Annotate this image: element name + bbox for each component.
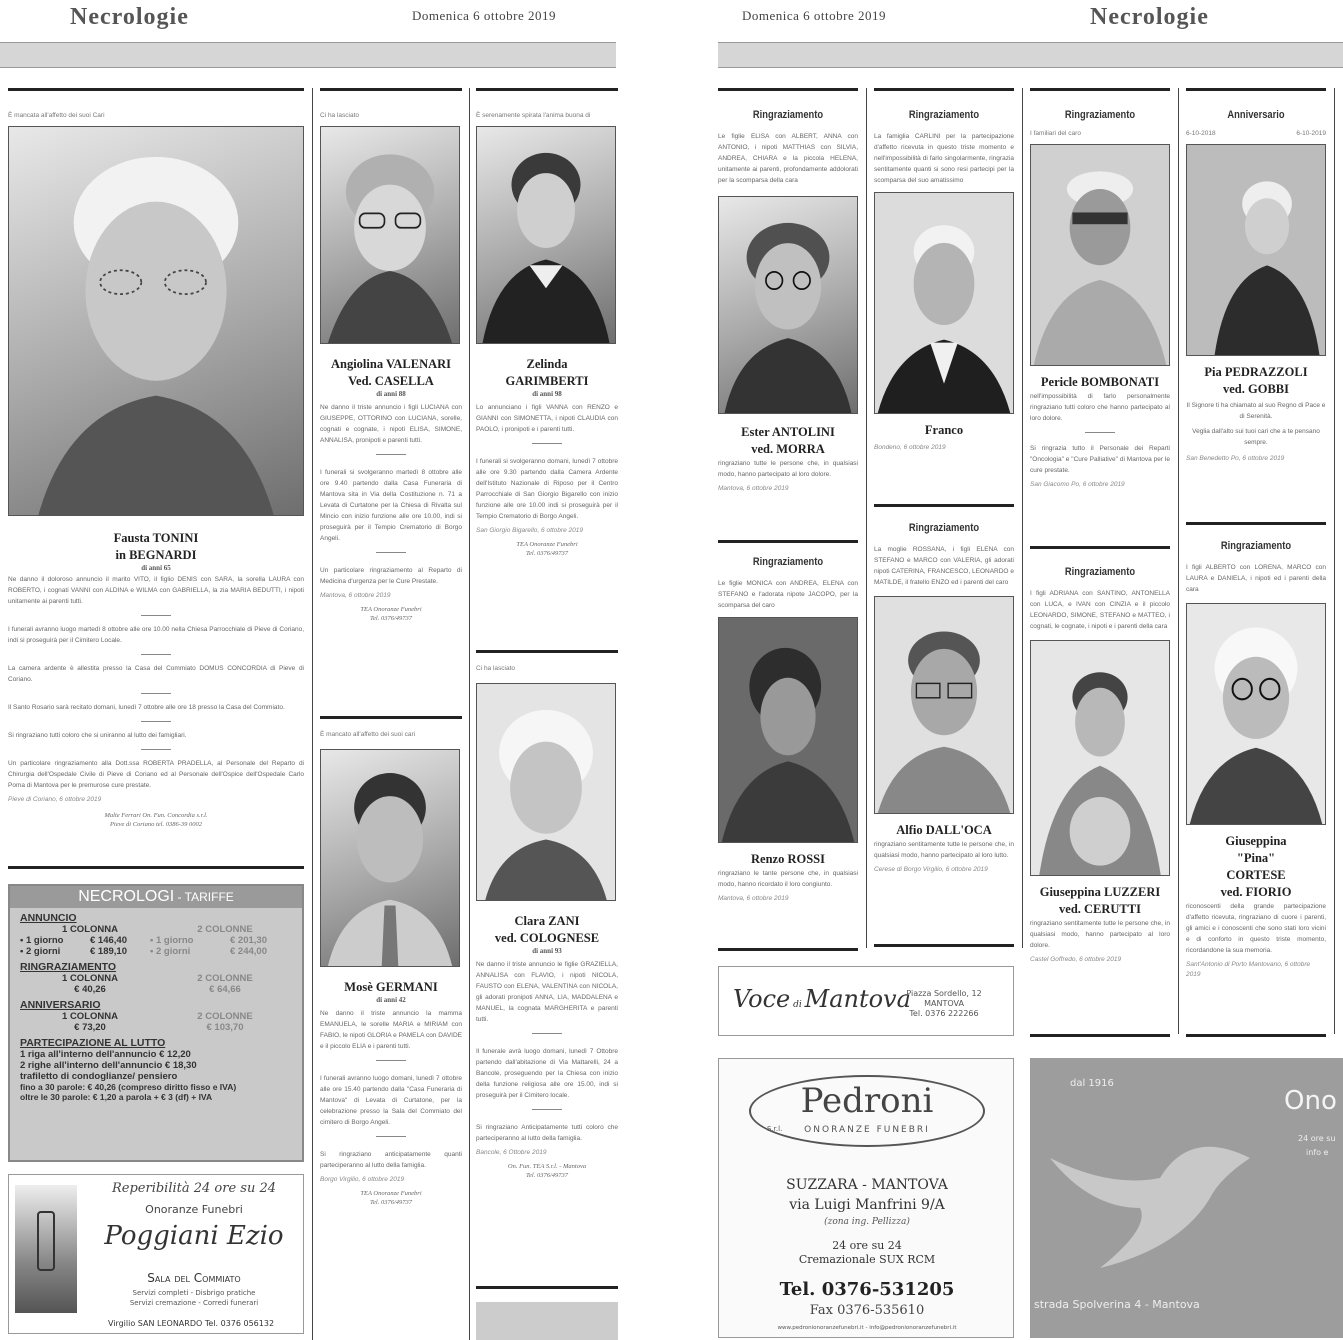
separator	[532, 443, 562, 444]
portrait-photo	[1030, 144, 1170, 366]
notice-text: Ne danno il triste annuncio i figli LUCIANA con GIUSEPPE, OTTORINO con LUCIANA, sorelle, cognati e cognate, i nipoti ELISA, SIMONE, ANNALISA, pronipoti e parenti tutti.	[320, 404, 462, 444]
rule	[320, 88, 462, 91]
pedroni-subtitle: ONORANZE FUNEBRI	[804, 1125, 930, 1135]
notice-heading: Ringraziamento	[908, 522, 980, 534]
notice-text: Si ringraziano Anticipatamente tutti coloro che parteciperanno al lutto della famiglia.	[476, 1124, 618, 1142]
deceased-first-name: Giuseppina	[1225, 834, 1287, 848]
notice-intro: Ci ha lasciato	[476, 665, 516, 672]
notice-tonini	[8, 88, 304, 829]
rule	[476, 88, 618, 91]
notice-text: nell'impossibilità di farlo personalmente ringraziano tutti coloro che hanno partecipato al loro dolore.	[1030, 393, 1170, 422]
rule	[1186, 1034, 1326, 1037]
separator	[141, 615, 171, 616]
agency-name: TEA Onoranze Funebri	[360, 606, 422, 613]
pedroni-hours: 24 ore su 24	[832, 1239, 902, 1252]
notice-zani	[476, 664, 618, 1180]
deceased-name: Pericle BOMBONATI	[1040, 375, 1160, 389]
ad-voce-di-mantova	[718, 966, 1014, 1036]
notice-place-date: Bancole, 6 Ottobre 2019	[476, 1149, 547, 1156]
deceased-name: Giuseppina LUZZERI	[1039, 885, 1161, 899]
notice-text: Il Signore ti ha chiamato al suo Regno di Pace e di Serenità.	[1186, 402, 1326, 420]
notice-germani	[320, 730, 462, 1207]
address-line: Tel. 0376 222266	[909, 1009, 979, 1018]
separator	[532, 1109, 562, 1110]
notice-place-date: San Benedetto Po, 6 ottobre 2019	[1186, 455, 1285, 462]
agency-phone: Pieve di Coriano tel. 0386-39 0002	[109, 821, 203, 828]
notice-intro: La famiglia CARLINI per la partecipazione d'affetto ricevuta in questo triste momento e nell'impossibilità di farlo singolarmente, ringrazia sentitamente quanti si sono resi partecipi per la scomparsa del suo amatissimo	[874, 133, 1014, 184]
tariffe-section-anniversario: ANNIVERSARIO	[20, 999, 101, 1011]
right-dateline: Domenica 6 ottobre 2019	[742, 8, 886, 23]
left-dateline: Domenica 6 ottobre 2019	[412, 8, 556, 23]
notice-text: I funerali avranno luogo martedì 8 ottobre alle ore 10.00 nella Chiesa Parrocchiale di Pieve di Coriano, indi si proseguirà per il Cimitero Locale.	[8, 626, 304, 644]
notice-text: ringraziano sentitamente tutte le persone che, in qualsiasi modo, hanno partecipato al loro dolore.	[1030, 920, 1170, 949]
rate-label: • 2 giorni	[150, 946, 191, 957]
rule	[1186, 522, 1326, 525]
pedroni-web: www.pedronionoranzefunebri.it - info@pedronionoranzefunebri.it	[777, 1325, 957, 1331]
separator	[141, 749, 171, 750]
rule	[874, 944, 1014, 947]
pedroni-city: SUZZARA - MANTOVA	[786, 1177, 948, 1193]
deceased-married-name: ved. FIORIO	[1220, 885, 1292, 899]
notice-place-date: San Giacomo Po, 6 ottobre 2019	[1030, 481, 1125, 488]
notice-intro: Le figlie ELISA con ALBERT, ANNA con ANTONIO, i nipoti MATTHIAS con SILVIA, ANDREA, CHIARA e la piccola HELENA, unitamente ai parenti, profondamente addolorati per la scomparsa della cara	[718, 133, 858, 184]
column-divider	[312, 88, 313, 1340]
deceased-age: di anni 42	[376, 996, 406, 1004]
agency-phone: Tel. 0376/49737	[525, 1172, 568, 1179]
deceased-first-name: Zelinda	[526, 357, 568, 371]
notice-intro: I figli ADRIANA con SANTINO, ANTONELLA con LUCA, e IVAN con CINZIA e il piccolo LEONARDO, SIMONE, STEFANO e MATTEO, i cognati, le cognate, i nipoti e i parenti della cara	[1030, 590, 1170, 630]
ad-line: Servizi completi - Disbrigo pratiche	[132, 1289, 256, 1297]
separator	[376, 1060, 406, 1061]
tariffe-title: NECROLOGI - TARIFFE	[10, 886, 302, 908]
notice-place-date: Cerese di Borgo Virgilio, 6 ottobre 2019	[874, 866, 988, 873]
voce-address	[879, 989, 1009, 1019]
pedroni-address-note: (zona ing. Pellizza)	[824, 1217, 910, 1227]
deceased-name: Mosè GERMANI	[344, 980, 438, 994]
rule	[718, 948, 858, 951]
rate-value: € 103,70	[206, 1022, 244, 1033]
deceased-last-name: CORTESE	[1226, 868, 1286, 882]
date-right: 6-10-2019	[1296, 130, 1326, 137]
portrait-photo	[874, 596, 1014, 814]
pedroni-phone: Tel. 0376-531205	[779, 1279, 955, 1300]
portrait-photo	[874, 192, 1014, 414]
notice-valenari	[320, 88, 462, 623]
notice-cortese	[1186, 540, 1326, 980]
pedroni-fax: Fax 0376-535610	[809, 1303, 925, 1318]
agency-name: TEA Onoranze Funebri	[516, 541, 578, 548]
portrait-photo	[320, 749, 460, 967]
separator	[141, 721, 171, 722]
left-header-band	[0, 42, 616, 68]
deceased-married-name: Ved. CASELLA	[348, 374, 434, 388]
deceased-age: di anni 98	[532, 390, 562, 398]
voce-logo: Voce di Mantova	[733, 985, 911, 1013]
notice-place-date: Sant'Antonio di Porto Mantovano, 6 ottobre 2019	[1186, 961, 1311, 978]
notice-place-date: Pieve di Coriano, 6 ottobre 2019	[8, 796, 102, 803]
ad-onoranze	[1030, 1058, 1343, 1338]
rate-value: € 73,20	[74, 1022, 106, 1033]
rule	[718, 88, 858, 91]
right-masthead: Necrologie	[1090, 4, 1209, 30]
tariffe-section-partecipazione: PARTECIPAZIONE AL LUTTO	[20, 1037, 166, 1049]
date-left: 6-10-2018	[1186, 130, 1216, 137]
deceased-age: di anni 65	[141, 564, 171, 572]
agency-phone: Tel. 0376/49737	[525, 550, 568, 557]
portrait-photo	[476, 683, 616, 901]
deceased-name: Franco	[924, 423, 964, 437]
address-line: Piazza Sordello, 12	[906, 989, 982, 998]
rule	[874, 88, 1014, 91]
rule	[476, 1286, 618, 1289]
notice-text: ringraziano le tante persone che, in qualsiasi modo, hanno ricordato il loro congiunto.	[718, 870, 858, 888]
deceased-name: Fausta TONINI	[113, 531, 199, 545]
rate-value: € 244,00	[230, 946, 267, 957]
ad-pedroni	[718, 1058, 1014, 1338]
column-divider	[1022, 88, 1023, 948]
rate-line: 2 righe all'interno dell'annuncio € 18,30	[20, 1060, 197, 1071]
notice-place-date: San Giorgio Bigarello, 6 ottobre 2019	[476, 527, 583, 534]
notice-place-date: Bondeno, 6 ottobre 2019	[874, 444, 946, 451]
tariffe-section-ringraziamento: RINGRAZIAMENTO	[20, 961, 117, 973]
separator	[141, 693, 171, 694]
deceased-married-name: ved. COLOGNESE	[494, 931, 600, 945]
ad-line: Onoranze Funebri	[145, 1203, 243, 1216]
rate-line: oltre le 30 parole: € 1,20 a parola + € 3 (df) + IVA	[20, 1092, 213, 1102]
notice-intro: La moglie ROSSANA, i figli ELENA con STEFANO e MARCO con VALERIA, gli adorati nipoti CATERINA, FRANCESCO, LEONARDO e MATILDE, il fratello ENZO ed i parenti del caro	[874, 546, 1014, 586]
notice-intro: Le figlie MONICA con ANDREA, ELENA con STEFANO e l'adorata nipote JACOPO, per la scomparsa del caro	[718, 580, 858, 609]
col-label: 2 COLONNE	[197, 1011, 253, 1022]
notice-pedrazzoli	[1186, 88, 1326, 464]
rate-value: € 146,40	[90, 935, 127, 946]
column-divider	[469, 88, 470, 1340]
notice-text: Si ringrazia tutto il Personale dei Reparti "Oncologia" e "Cure Palliative" di Mantova per le cure prestate.	[1030, 445, 1170, 474]
separator	[376, 1136, 406, 1137]
deceased-married-name: ved. MORRA	[751, 442, 825, 456]
deceased-married-name: in BEGNARDI	[115, 548, 197, 562]
notice-text: Si ringraziano anticipatamente quanti parteciperanno al lutto della famiglia.	[320, 1151, 462, 1169]
portrait-photo	[1186, 144, 1326, 356]
ad-line: Reperibilità 24 ore su 24	[111, 1181, 277, 1196]
notice-text: Lo annunciano i figli VANNA con RENZO e GIANNI con SIMONETTA, i nipoti CLAUDIA con PAOLO, i pronipoti e i parenti tutti.	[476, 404, 618, 433]
deceased-age: di anni 88	[376, 390, 406, 398]
notice-heading: Ringraziamento	[1220, 540, 1292, 552]
notice-text: Ne danno il triste annuncio le figlie GRAZIELLA, ANNALISA con FLAVIO, i nipoti NICOLA, FAUSTO con ELENA, VALENTINA con NICOLA, gli adorati pronipoti ANNA, LIA, MADDALENA e MANUEL, la cognata MARGHERITA e parenti tutti.	[476, 961, 618, 1023]
notice-antolini	[718, 88, 858, 494]
notice-rossi	[718, 556, 858, 904]
ad-address: strada Spolverina 4 - Mantova	[1034, 1298, 1200, 1311]
agency-phone: Tel. 0376/49737	[369, 1199, 412, 1206]
rule	[1030, 1034, 1170, 1037]
col-label: 1 COLONNA	[62, 1011, 118, 1022]
separator	[141, 654, 171, 655]
rate-label: • 1 giorno	[150, 935, 194, 946]
notice-text: Veglia dall'alto sui tuoi cari che a te pensano sempre.	[1192, 428, 1320, 446]
deceased-name: Clara ZANI	[514, 914, 580, 928]
rate-label: • 2 giorni	[20, 946, 61, 957]
rule	[1030, 88, 1170, 91]
portrait-photo	[1030, 640, 1170, 876]
ad-title: Ono	[1284, 1086, 1337, 1116]
notice-intro: È mancato all'affetto dei suoi cari	[320, 731, 416, 738]
ad-line: info e	[1306, 1148, 1329, 1157]
notice-bombonati	[1030, 88, 1170, 490]
rate-value: € 64,66	[209, 984, 241, 995]
column-divider	[1334, 88, 1335, 1034]
notice-text: Un particolare ringraziamento al Reparto di Medicina d'urgenza per le Cure Prestate.	[320, 567, 462, 585]
notice-text: Ne danno il triste annuncio la mamma EMANUELA, le sorelle MARIA e MIRIAM con FABIO, le nipoti GLORIA e PAMELA con DAVIDE e il piccolo ELIA e i parenti tutti.	[320, 1010, 462, 1050]
col-label: 1 COLONNA	[62, 924, 118, 935]
agency-name: Malte Ferrari On. Fun. Concordia s.r.l.	[104, 812, 208, 819]
rate-label: • 1 giorno	[20, 935, 64, 946]
agency-phone: Tel. 0376/49737	[369, 615, 412, 622]
ad-poggiani	[8, 1174, 304, 1334]
rate-value: € 40,26	[74, 984, 106, 995]
tariffe-box	[8, 884, 304, 1162]
notice-place-date: Borgo Virgilio, 6 ottobre 2019	[320, 1176, 405, 1183]
tariffe-section-annuncio: ANNUNCIO	[20, 912, 77, 924]
separator	[1085, 432, 1115, 433]
pedroni-address: via Luigi Manfrini 9/A	[789, 1197, 945, 1213]
ad-since: dal 1916	[1070, 1078, 1114, 1089]
col-label: 2 COLONNE	[197, 924, 253, 935]
rate-line: trafiletto di condoglianze/ pensiero	[20, 1071, 178, 1082]
deceased-married-name: ved. GOBBI	[1223, 382, 1289, 396]
ad-brand: Poggiani Ezio	[104, 1221, 284, 1251]
rule	[718, 540, 858, 543]
notice-text: I funerali avranno luogo domani, lunedì 7 ottobre alle ore 15.40 partendo dalla "Casa Funeraria di Mantova" di Levata di Curtatone, per la celebrazione presso la Sala del Commiato del cimitero di Borgo Angeli.	[320, 1075, 462, 1126]
deceased-last-name: GARIMBERTI	[505, 374, 589, 388]
notice-intro: I familiari del caro	[1030, 130, 1081, 137]
rule	[874, 504, 1014, 507]
rate-value: € 201,30	[230, 935, 267, 946]
notice-dalloca	[874, 522, 1014, 875]
left-masthead: Necrologie	[70, 4, 189, 30]
deceased-name: Pia PEDRAZZOLI	[1204, 365, 1308, 379]
col-label: 2 COLONNE	[197, 973, 253, 984]
notice-place-date: Mantova, 6 ottobre 2019	[718, 485, 789, 492]
rate-value: € 189,10	[90, 946, 127, 957]
deceased-name: Ester ANTOLINI	[741, 425, 835, 439]
notice-heading: Ringraziamento	[1064, 566, 1136, 578]
agency-name: On. Fun. TEA S.r.l. - Mantova	[507, 1163, 587, 1170]
notice-place-date: Castel Goffredo, 6 ottobre 2019	[1030, 956, 1122, 963]
notice-heading: Ringraziamento	[1064, 109, 1136, 121]
notice-luzzeri	[1030, 566, 1170, 965]
agency-name: TEA Onoranze Funebri	[360, 1190, 422, 1197]
notice-text: La camera ardente è allestita presso la Casa del Commiato DOMUS CONCORDIA di Pieve di Coriano.	[8, 665, 304, 683]
notice-text: Un particolare ringraziamento alla Dott.ssa ROBERTA PRADELLA, al Personale del Reparto di Chirurgia dell'Ospedale Civile di Pieve di Coriano ed al Personale dell'Ospice dell'Ospedale Carlo Poma di Mantova per le premurose cure prestate.	[8, 760, 304, 789]
dove-icon	[1040, 1118, 1300, 1278]
pedroni-service: Cremazionale SUX RCM	[798, 1253, 936, 1266]
notice-place-date: Mantova, 6 ottobre 2019	[718, 895, 789, 902]
portrait-photo	[718, 617, 858, 843]
pedroni-srl: S.r.l.	[767, 1125, 783, 1133]
notice-text: ringraziano tutte le persone che, in qualsiasi modo, hanno partecipato al loro dolore.	[718, 460, 858, 478]
ad-line: Sala del Commiato	[147, 1271, 241, 1285]
rule	[476, 650, 618, 653]
deceased-name: Alfio DALL'OCA	[896, 823, 992, 837]
portrait-photo	[1186, 603, 1326, 825]
anniversary-dates	[1186, 129, 1326, 138]
ad-line: Servizi cremazione - Corredi funerari	[129, 1299, 259, 1307]
notice-garimberti	[476, 88, 618, 558]
notice-intro: È mancata all'affetto dei suoi Cari	[8, 112, 105, 119]
deceased-nickname: "Pina"	[1236, 851, 1276, 865]
notice-text: Ne danno il doloroso annuncio il marito VITO, il figlio DENIS con SARA, la sorella LAURA con ROBERTO, i cognati VANNI con ALDINA e WILMA con GABRIELLA, la zia MARIA BEDUTTI, i nipoti unitamente ai parenti tutti.	[8, 576, 304, 605]
portrait-photo	[476, 126, 616, 344]
rate-line: fino a 30 parole: € 40,26 (compreso diritto fisso e IVA)	[20, 1082, 237, 1092]
rule	[8, 88, 304, 91]
portrait-photo	[8, 126, 304, 516]
deceased-name: Renzo ROSSI	[751, 852, 825, 866]
notice-franco	[874, 88, 1014, 453]
right-header-band	[718, 42, 1343, 68]
rule	[320, 716, 462, 719]
notice-text: ringraziano sentitamente tutte le persone che, in qualsiasi modo, hanno partecipato al loro lutto.	[874, 841, 1014, 859]
notice-intro: Ci ha lasciato	[320, 112, 360, 119]
rate-line: 1 riga all'interno dell'annuncio € 12,20	[20, 1049, 191, 1060]
ad-line: 24 ore su	[1298, 1134, 1336, 1143]
notice-intro: È serenamente spirata l'anima buona di	[476, 112, 591, 119]
ad-line: Virgilio SAN LEONARDO Tel. 0376 056132	[107, 1319, 275, 1328]
notice-heading: Ringraziamento	[752, 109, 824, 121]
separator	[376, 552, 406, 553]
column-divider	[866, 88, 867, 948]
notice-text: Il funerale avrà luogo domani, lunedì 7 Ottobre partendo dall'abitazione di Via Mattarelli, 24 a Bancole, proseguendo per la Chiesa con inizio della funzione religiosa alle ore 15.00, indi si proseguirà per il Cimitero locale.	[476, 1048, 618, 1099]
notice-text: Si ringraziano tutti coloro che si uniranno al lutto dei famigliari.	[8, 732, 187, 739]
column-divider	[1178, 88, 1179, 1034]
deceased-married-name: ved. CERUTTI	[1059, 902, 1141, 916]
notice-text: riconoscenti della grande partecipazione d'affetto ricevuta, ringraziano di cuore i parenti, gli amici e i conoscenti che sono stati loro vicini e di conforto in questo triste momento, ricordandone la sua memoria.	[1186, 903, 1326, 954]
deceased-name: Angiolina VALENARI	[330, 357, 452, 371]
portrait-photo	[718, 196, 858, 414]
notice-intro: I figli ALBERTO con LORENA, MARCO con LAURA e DANIELA, i nipoti ed i parenti della cara	[1186, 564, 1326, 593]
rule	[8, 866, 304, 869]
deceased-age: di anni 93	[532, 947, 562, 955]
grey-block	[476, 1302, 618, 1340]
cross-image	[15, 1185, 77, 1313]
separator	[376, 454, 406, 455]
notice-place-date: Mantova, 6 ottobre 2019	[320, 592, 391, 599]
pedroni-logo: Pedroni	[800, 1081, 934, 1121]
separator	[532, 1033, 562, 1034]
col-label: 1 COLONNA	[62, 973, 118, 984]
notice-heading: Ringraziamento	[752, 556, 824, 568]
notice-heading: Anniversario	[1227, 109, 1285, 121]
portrait-photo	[320, 126, 460, 344]
notice-text: I funerali si svolgeranno domani, lunedì 7 ottobre alle ore 9.30 partendo dalla Camera Ardente dell'Istituto Nazionale di Riposo per il Centro Parrocchiale di San Giorgio Bigarello con inizio funzione alle ore 10.00 indi si proseguirà per il Tempio Crematorio di Borgo Angeli.	[476, 458, 618, 520]
notice-text: Il Santo Rosario sarà recitato domani, lunedì 7 ottobre alle ore 18 presso la Casa del Commiato.	[8, 704, 285, 711]
notice-text: I funerali si svolgeranno martedì 8 ottobre alle ore 9.40 partendo dalla Casa Funeraria di Mantova sita in Via della Costituzione n. 71 a Levata di Curtatone per la Chiesa di Rivalta sul Mincio con inizio funzione alle ore 10.00, indi si proseguirà per il Tempio Crematorio di Borgo Angeli.	[320, 469, 462, 542]
rule	[1186, 88, 1326, 91]
rule	[1030, 546, 1170, 549]
address-line: MANTOVA	[924, 999, 964, 1008]
notice-heading: Ringraziamento	[908, 109, 980, 121]
